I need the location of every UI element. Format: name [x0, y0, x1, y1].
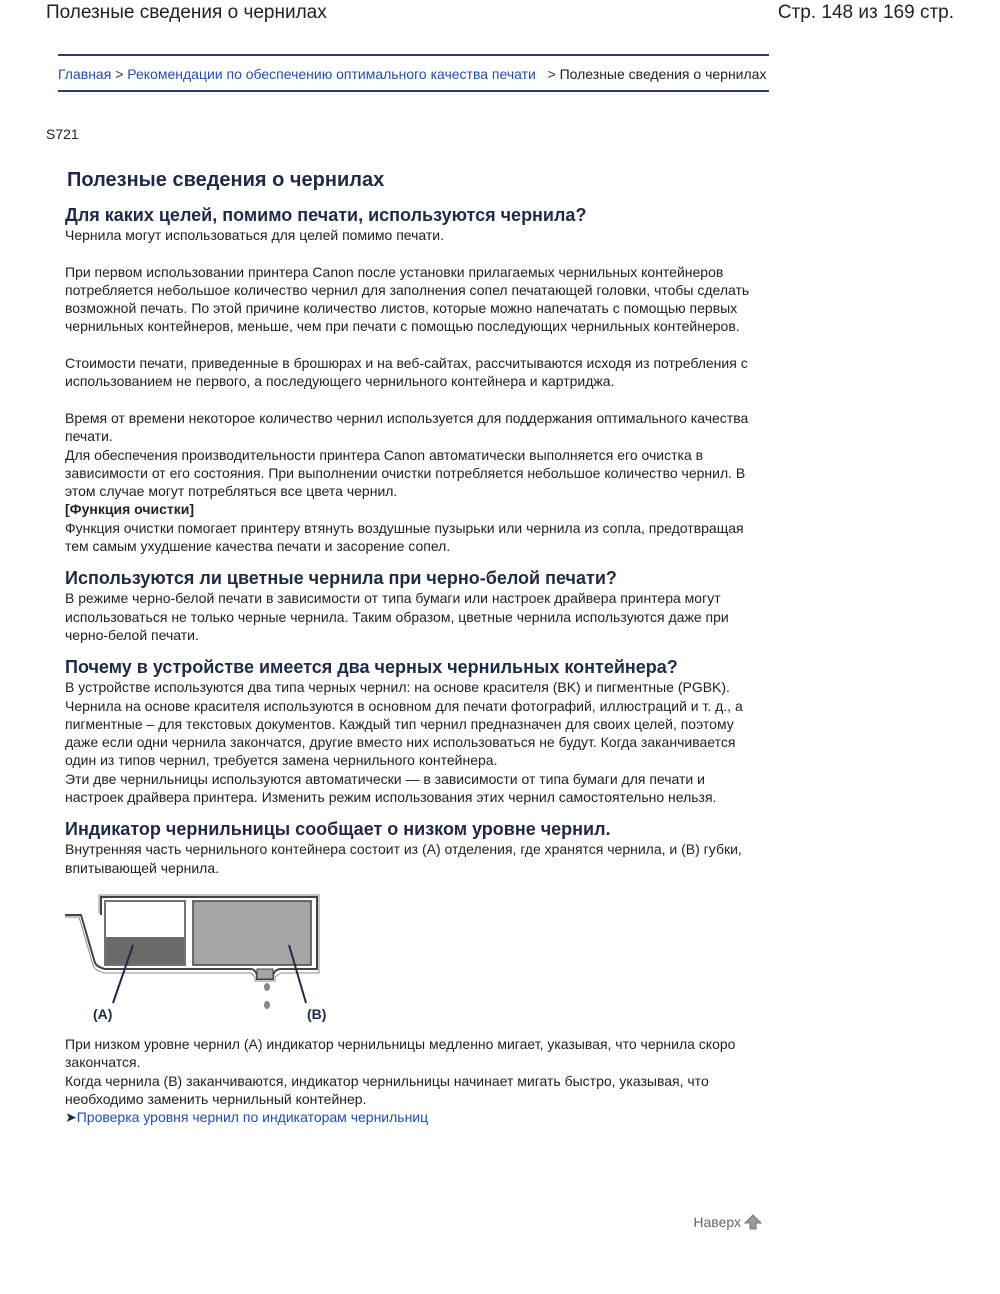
back-to-top-label: Наверх [693, 1214, 741, 1230]
page-title: Полезные сведения о чернилах [67, 169, 385, 191]
section-color-in-bw [65, 567, 765, 644]
breadcrumb-home-link[interactable]: Главная [58, 66, 112, 82]
section-heading: Используются ли цветные чернила при черно-белой печати? [65, 568, 617, 589]
section-heading: Для каких целей, помимо печати, используются чернила? [65, 205, 587, 225]
section-heading: Почему в устройстве имеется два черных чернильных контейнера? [65, 657, 678, 678]
paragraph: Чернила на основе красителя используются в основном для печати фотографий, иллюстраций и т. д., а пигментные – для текстовых документов. Каждый тип чернил предназначен для своих целей, поэтому даже если одни чернила закончатся, другие вместо них использоваться не будут. Когда заканчивается один из типов чернил, требуется замена чернильного контейнера. [65, 697, 743, 769]
breadcrumb-section-link[interactable]: Рекомендации по обеспечению оптимального качества печати [127, 66, 536, 82]
paragraph: В режиме черно-белой печати в зависимости от типа бумаги или настроек драйвера принтера могут использоваться не только черные чернила. Таким образом, цветные чернила используются даже при черно-белой печати. [65, 590, 729, 643]
section-two-black-tanks [65, 656, 765, 806]
page-counter: Стр. 148 из 169 стр. [777, 2, 954, 23]
paragraph: Эти две чернильницы используются автоматически — в зависимости от типа бумаги для печати и настроек драйвера принтера. Изменить режим использования этих чернил самостоятельно нельзя. [65, 770, 717, 806]
document-header-title: Полезные сведения о чернилах [46, 2, 327, 23]
related-link-row [65, 1108, 765, 1126]
paragraph: Внутренняя часть чернильного контейнера состоит из (A) отделения, где хранятся чернила, и (B) губки, впитывающей чернила. [65, 841, 742, 876]
section-low-ink-indicator [65, 818, 765, 1126]
ink-tank-illustration [61, 885, 341, 1025]
ink-tank-diagram [61, 885, 341, 1025]
paragraph: В устройстве используются два типа черных чернил: на основе красителя (BK) и пигментные (PGBK). [65, 679, 730, 696]
arrow-right-icon: ➤ [65, 1109, 77, 1126]
paragraph: При низком уровне чернил (A) индикатор чернильницы медленно мигает, указывая, что чернила скоро закончатся. [65, 1035, 736, 1071]
paragraph: Функция очистки помогает принтеру втянуть воздушные пузырьки или чернила из сопла, предотвращая тем самым ухудшение качества печати и засорение сопел. [65, 519, 744, 555]
breadcrumb [58, 54, 769, 92]
paragraph: Для обеспечения производительности принтера Canon автоматически выполняется его очистка в зависимости от его состояния. При выполнении очистки потребляется небольшое количество чернил. В этом случае могут потребляться все цвета чернил. [65, 446, 746, 500]
breadcrumb-separator: > [547, 66, 556, 82]
model-code: S721 [46, 126, 79, 142]
back-to-top-button[interactable] [693, 1214, 762, 1230]
paragraph: Стоимости печати, приведенные в брошюрах и на веб-сайтах, рассчитываются исходя из потребления с использованием не первого, а последующего чернильного контейнера и картриджа. [65, 355, 748, 390]
paragraph: Чернила могут использоваться для целей помимо печати. [65, 227, 445, 243]
label-b: (B) [307, 1005, 327, 1022]
article [65, 166, 765, 1138]
breadcrumb-current: Полезные сведения о чернилах [559, 66, 767, 82]
paragraph: Когда чернила (B) заканчиваются, индикатор чернильницы начинает мигать быстро, указывая, что необходимо заменить чернильный контейнер. [65, 1072, 709, 1107]
cleaning-function-label: [Функция очистки] [65, 501, 194, 518]
arrow-up-icon [744, 1214, 762, 1230]
section-other-uses [65, 204, 765, 555]
paragraph: При первом использовании принтера Canon после установки прилагаемых чернильных контейнеров потребляется небольшое количество чернил для заполнения сопел печатающей головки, чтобы сделать возможной печать. По этой причине количество листов, которые можно напечатать с помощью первых чернильных контейнеров, меньше, чем при печати с помощью последующих чернильных контейнеров. [65, 263, 750, 335]
section-heading: Индикатор чернильницы сообщает о низком уровне чернил. [65, 819, 611, 840]
label-a: (A) [93, 1005, 113, 1022]
check-ink-level-link[interactable]: Проверка уровня чернил по индикаторам чернильниц [76, 1109, 429, 1126]
paragraph: Время от времени некоторое количество чернил используется для поддержания оптимального качества печати. [65, 409, 749, 445]
breadcrumb-separator: > [115, 66, 124, 82]
